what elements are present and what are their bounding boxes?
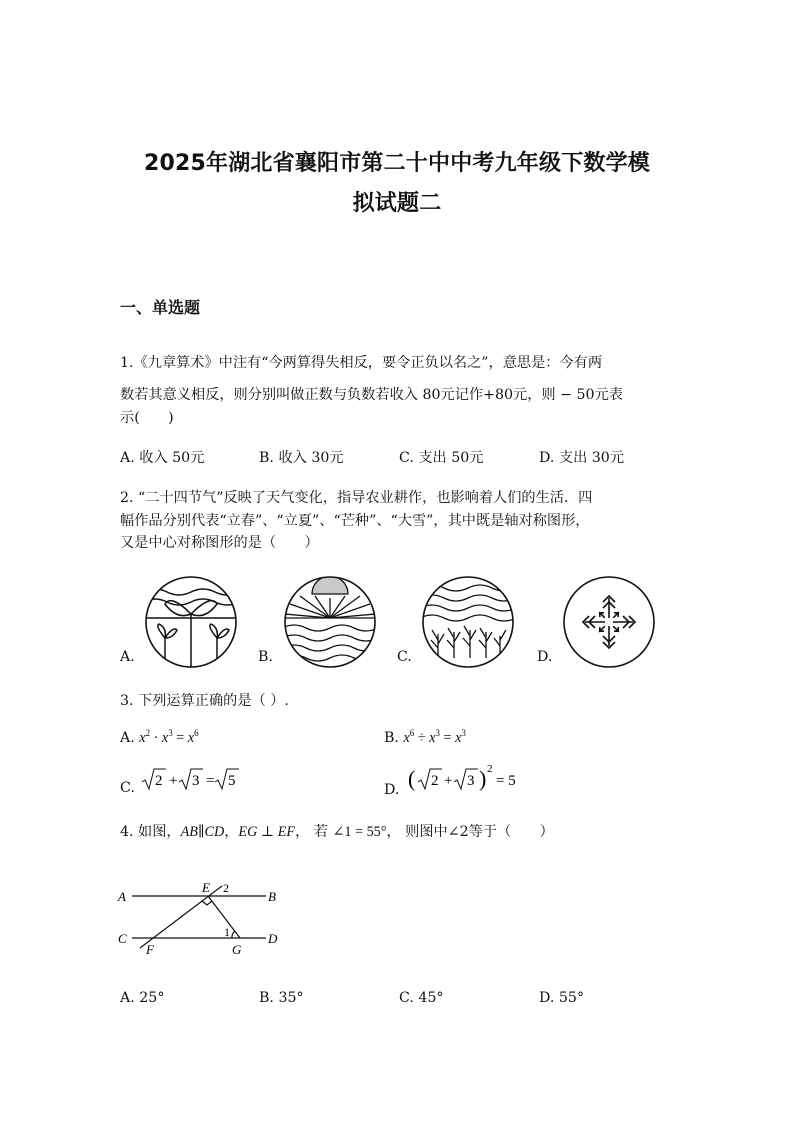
svg-text:): ) [479, 766, 487, 791]
exam-title-line2: 拟试题二 [352, 191, 442, 216]
q4-condition-parallel: AB∥CD [180, 824, 225, 840]
q3-option-d-expr [408, 762, 518, 794]
q1-option-c: C. 支出 50元 [399, 450, 484, 466]
q3-option-c-label: C. [120, 780, 135, 796]
solar-term-figure-mangzhong [420, 574, 516, 670]
angle-label-2: 2 [223, 881, 229, 895]
q2-line2: 幅作品分别代表“立春”、“立夏”、“芒种”、“大雪”，其中既是轴对称图形， [120, 513, 590, 529]
q4-condition-perpendicular: EG ⊥ EF [238, 824, 296, 840]
q4-option-c: C. 45° [399, 990, 444, 1006]
q3-option-b-label: B. [384, 730, 399, 746]
svg-text:2: 2 [487, 763, 493, 775]
q4-geometry-figure [118, 872, 288, 958]
svg-text:3: 3 [467, 773, 475, 789]
q4-stem: 4. 如图，AB∥CD，EG ⊥ EF， 若 ∠1 = 55°， 则图中∠2等于（ ） [120, 824, 554, 840]
q2-label-a: A. [120, 649, 135, 665]
solar-term-figure-lixia [282, 574, 378, 670]
section-heading: 一、单选题 [120, 298, 201, 317]
q1-option-a: A. 收入 50元 [120, 450, 205, 466]
svg-text:2: 2 [155, 773, 163, 789]
q3-option-c-expr [142, 766, 236, 792]
svg-text:(: ( [408, 766, 416, 791]
q2-line1: 2. “二十四节气”反映了天气变化，指导农业耕作，也影响着人们的生活．四 [120, 490, 593, 506]
q1-option-b: B. 收入 30元 [259, 450, 344, 466]
point-label-e: E [202, 880, 210, 895]
q4-option-d: D. 55° [539, 990, 585, 1006]
svg-text:+: + [169, 773, 178, 789]
svg-text:=: = [206, 773, 215, 789]
svg-text:3: 3 [192, 773, 200, 789]
point-label-g: G [232, 942, 242, 957]
q3-option-b [384, 728, 466, 747]
point-label-d: D [268, 931, 278, 946]
q2-label-c: C. [397, 649, 412, 665]
svg-text:+: + [444, 773, 453, 789]
exam-title-line1: 2025年湖北省襄阳市第二十中中考九年级下数学模 [143, 151, 651, 176]
q4-prefix: 4. 如图， [120, 824, 181, 840]
q4-option-b: B. 35° [259, 990, 304, 1006]
q3-option-d-label: D. [384, 782, 400, 798]
q1-option-d: D. 支出 30元 [539, 450, 625, 466]
q2-label-d: D. [537, 649, 553, 665]
q4-suffix: ， 则图中∠2等于（ ） [386, 824, 554, 840]
solar-term-figure-lichun [143, 574, 239, 670]
q4-condition-angle: ∠1 = 55° [332, 824, 387, 840]
point-label-a: A [118, 889, 126, 904]
point-label-f: F [146, 942, 154, 957]
point-label-b: B [268, 889, 276, 904]
q3-option-a-label: A. [120, 730, 135, 746]
q1-line2: 数若其意义相反，则分别叫做正数与负数若收入 80元记作+80元，则 − 50元表 [120, 387, 623, 403]
q3-option-a-expr: $x^2 \cdot x^3 = x^6$ [139, 728, 199, 746]
q2-label-b: B. [258, 649, 273, 665]
q4-option-a: A. 25° [120, 990, 165, 1006]
svg-text:2: 2 [431, 773, 439, 789]
solar-term-figure-daxue [561, 574, 657, 670]
q3-option-b-expr: $x^6 \div x^3 = x^3$ [403, 728, 466, 746]
point-label-c: C [118, 931, 127, 946]
svg-text:5: 5 [228, 773, 236, 789]
q2-line3: 又是中心对称图形的是（ ） [120, 535, 319, 551]
q1-line1: 1.《九章算术》中注有“今两算得失相反，要令正负以名之”，意思是：今有两 [120, 355, 603, 371]
svg-text:= 5: = 5 [496, 773, 516, 789]
q3-option-a [120, 728, 199, 747]
q3-line1: 3. 下列运算正确的是（ ）. [120, 693, 289, 709]
q1-line3: 示( ) [120, 410, 174, 426]
angle-label-1: 1 [224, 925, 230, 939]
